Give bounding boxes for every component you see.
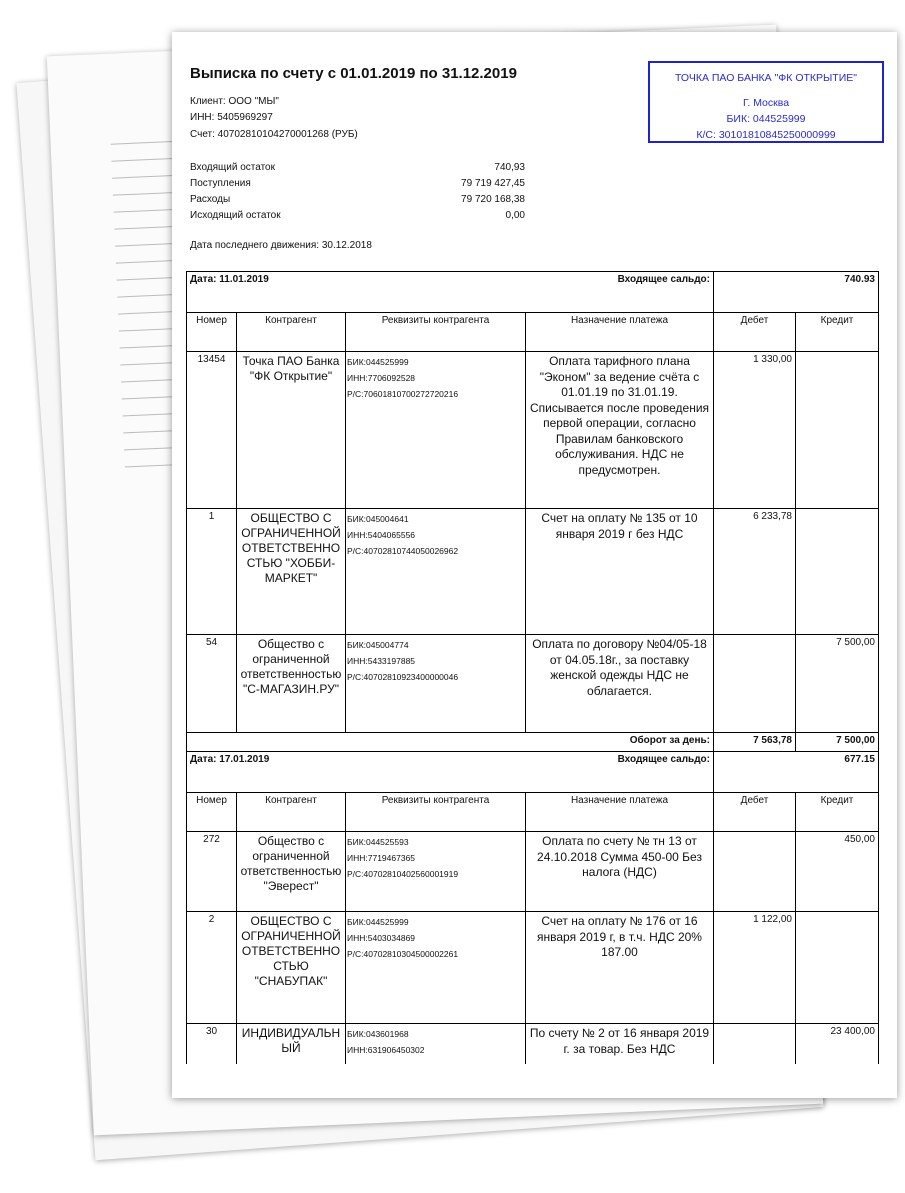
row-bik: БИК:045004641: [347, 514, 409, 524]
row-purpose: Оплата по договору №04/05-18 от 04.05.18г., за поставку женской одежды НДС не облагается.: [526, 635, 714, 733]
row-credit: 7 500,00: [796, 635, 879, 733]
row-number: 54: [187, 635, 237, 733]
row-bik: БИК:044525999: [347, 917, 409, 927]
row-purpose: Счет на оплату № 135 от 10 января 2019 г без НДС: [526, 509, 714, 635]
bank-ks: К/С: 30101810845250000999: [696, 129, 836, 141]
row-requisites: [346, 635, 526, 733]
client-name: Клиент: ООО "МЫ": [190, 96, 279, 107]
row-purpose: Оплата тарифного плана "Эконом" за ведение счёта с 01.01.19 по 31.01.19. Списывается после проведения первой операции, согласно Правилам банковского обслуживания. НДС не предусмотрен.: [526, 352, 714, 509]
row-inn: ИНН:5433197885: [347, 656, 416, 666]
table-row: [187, 912, 879, 1024]
header-counterparty: Контрагент: [237, 793, 346, 832]
row-debit: [714, 635, 796, 733]
day-date: Дата: 11.01.2019: [190, 274, 269, 285]
row-purpose: Оплата по счету № тн 13 от 24.10.2018 Сумма 450-00 Без налога (НДС): [526, 832, 714, 912]
day-date: Дата: 17.01.2019: [190, 754, 270, 765]
header-debit: Дебет: [714, 793, 796, 832]
turnover-credit: 7 500,00: [796, 733, 879, 752]
summary-label: Входящий остаток: [190, 162, 275, 173]
header-purpose: Назначение платежа: [526, 793, 714, 832]
row-bik: БИК:044525999: [347, 357, 409, 367]
row-requisites: [346, 912, 526, 1024]
row-bik: БИК:045004774: [347, 640, 409, 650]
summary-value: 79 720 168,38: [461, 194, 525, 205]
table-row: [187, 635, 879, 733]
bank-bik: БИК: 044525999: [726, 113, 806, 125]
transactions-table: [186, 271, 879, 1064]
row-credit: 23 400,00: [796, 1024, 879, 1064]
row-debit: [714, 1024, 796, 1064]
row-rs: Р/С:40702810402560001919: [347, 869, 459, 879]
table-row: [187, 832, 879, 912]
row-credit: [796, 509, 879, 635]
row-counterparty: Общество с ограниченной ответственностью "Эверест": [237, 832, 346, 912]
row-counterparty: ОБЩЕСТВО С ОГРАНИЧЕННОЙ ОТВЕТСТВЕННО СТЬЮ "СНАБУПАК": [237, 912, 346, 1024]
header-number: Номер: [187, 793, 237, 832]
row-debit: 1 122,00: [714, 912, 796, 1024]
row-number: 2: [187, 912, 237, 1024]
row-rs: Р/С:40702810304500002261: [347, 949, 459, 959]
header-credit: Кредит: [796, 313, 879, 352]
row-counterparty: ОБЩЕСТВО С ОГРАНИЧЕННОЙ ОТВЕТСТВЕННО СТЬЮ "ХОББИ-МАРКЕТ": [237, 509, 346, 635]
row-inn: ИНН:7706092528: [347, 373, 416, 383]
table-row: [187, 509, 879, 635]
row-requisites: [346, 1024, 526, 1064]
row-requisites: [346, 352, 526, 509]
turnover-label: Оборот за день:: [187, 733, 714, 752]
header-requisites: Реквизиты контрагента: [346, 793, 526, 832]
table-header: [187, 313, 879, 352]
summary-value: 0,00: [505, 210, 525, 221]
table-header: [187, 793, 879, 832]
row-inn: ИНН:7719467365: [347, 853, 416, 863]
day-date-cell: [187, 752, 714, 793]
incoming-balance-value: 677.15: [714, 752, 879, 793]
row-counterparty: Точка ПАО Банка "ФК Открытие": [237, 352, 346, 509]
turnover-debit: 7 563,78: [714, 733, 796, 752]
row-bik: БИК:043601968: [347, 1029, 409, 1039]
row-rs: Р/С:40702810744050026962: [347, 546, 459, 556]
incoming-balance-value: 740.93: [714, 272, 879, 313]
row-inn: ИНН:631906450302: [347, 1045, 425, 1055]
statement-title: Выписка по счету с 01.01.2019 по 31.12.2019: [190, 65, 517, 82]
row-purpose: По счету № 2 от 16 января 2019 г. за товар. Без НДС: [526, 1024, 714, 1064]
row-inn: ИНН:5404065556: [347, 530, 416, 540]
summary-label: Поступления: [190, 178, 251, 189]
client-account: Счет: 40702810104270001268 (РУБ): [190, 129, 358, 140]
row-credit: [796, 352, 879, 509]
row-debit: 1 330,00: [714, 352, 796, 509]
client-inn: ИНН: 5405969297: [190, 112, 273, 123]
bank-stamp: [648, 61, 884, 143]
row-counterparty: Общество с ограниченной ответственностью "С-МАГАЗИН.РУ": [237, 635, 346, 733]
table-row: [187, 352, 879, 509]
header-credit: Кредит: [796, 793, 879, 832]
row-number: 13454: [187, 352, 237, 509]
header-requisites: Реквизиты контрагента: [346, 313, 526, 352]
row-purpose: Счет на оплату № 176 от 16 января 2019 г, в т.ч. НДС 20% 187.00: [526, 912, 714, 1024]
header-number: Номер: [187, 313, 237, 352]
header-debit: Дебет: [714, 313, 796, 352]
day-date-cell: [187, 272, 714, 313]
summary-label: Исходящий остаток: [190, 210, 281, 221]
row-inn: ИНН:5403034869: [347, 933, 416, 943]
date-row: [187, 272, 879, 313]
row-number: 1: [187, 509, 237, 635]
row-number: 272: [187, 832, 237, 912]
turnover-row: [187, 733, 879, 752]
incoming-balance-label: Входящее сальдо:: [617, 274, 710, 285]
bank-city: Г. Москва: [742, 97, 790, 109]
row-requisites: [346, 832, 526, 912]
row-bik: БИК:044525593: [347, 837, 409, 847]
row-requisites: [346, 509, 526, 635]
incoming-balance-label: Входящее сальдо:: [617, 754, 710, 765]
summary-value: 79 719 427,45: [461, 178, 525, 189]
date-row: [187, 752, 879, 793]
row-counterparty: ИНДИВИДУАЛЬН ЫЙ: [237, 1024, 346, 1064]
row-credit: 450,00: [796, 832, 879, 912]
last-movement-date: Дата последнего движения: 30.12.2018: [190, 240, 372, 251]
row-credit: [796, 912, 879, 1024]
summary-value: 740,93: [494, 162, 525, 173]
summary-label: Расходы: [190, 194, 231, 205]
row-rs: Р/С:70601810700272720216: [347, 389, 459, 399]
header-purpose: Назначение платежа: [526, 313, 714, 352]
row-number: 30: [187, 1024, 237, 1064]
row-debit: 6 233,78: [714, 509, 796, 635]
bank-name: ТОЧКА ПАО БАНКА "ФК ОТКРЫТИЕ": [674, 72, 858, 84]
row-rs: Р/С:40702810923400000046: [347, 672, 459, 682]
row-debit: [714, 832, 796, 912]
statement-page: [172, 32, 897, 1098]
header-counterparty: Контрагент: [237, 313, 346, 352]
table-row: [187, 1024, 879, 1064]
